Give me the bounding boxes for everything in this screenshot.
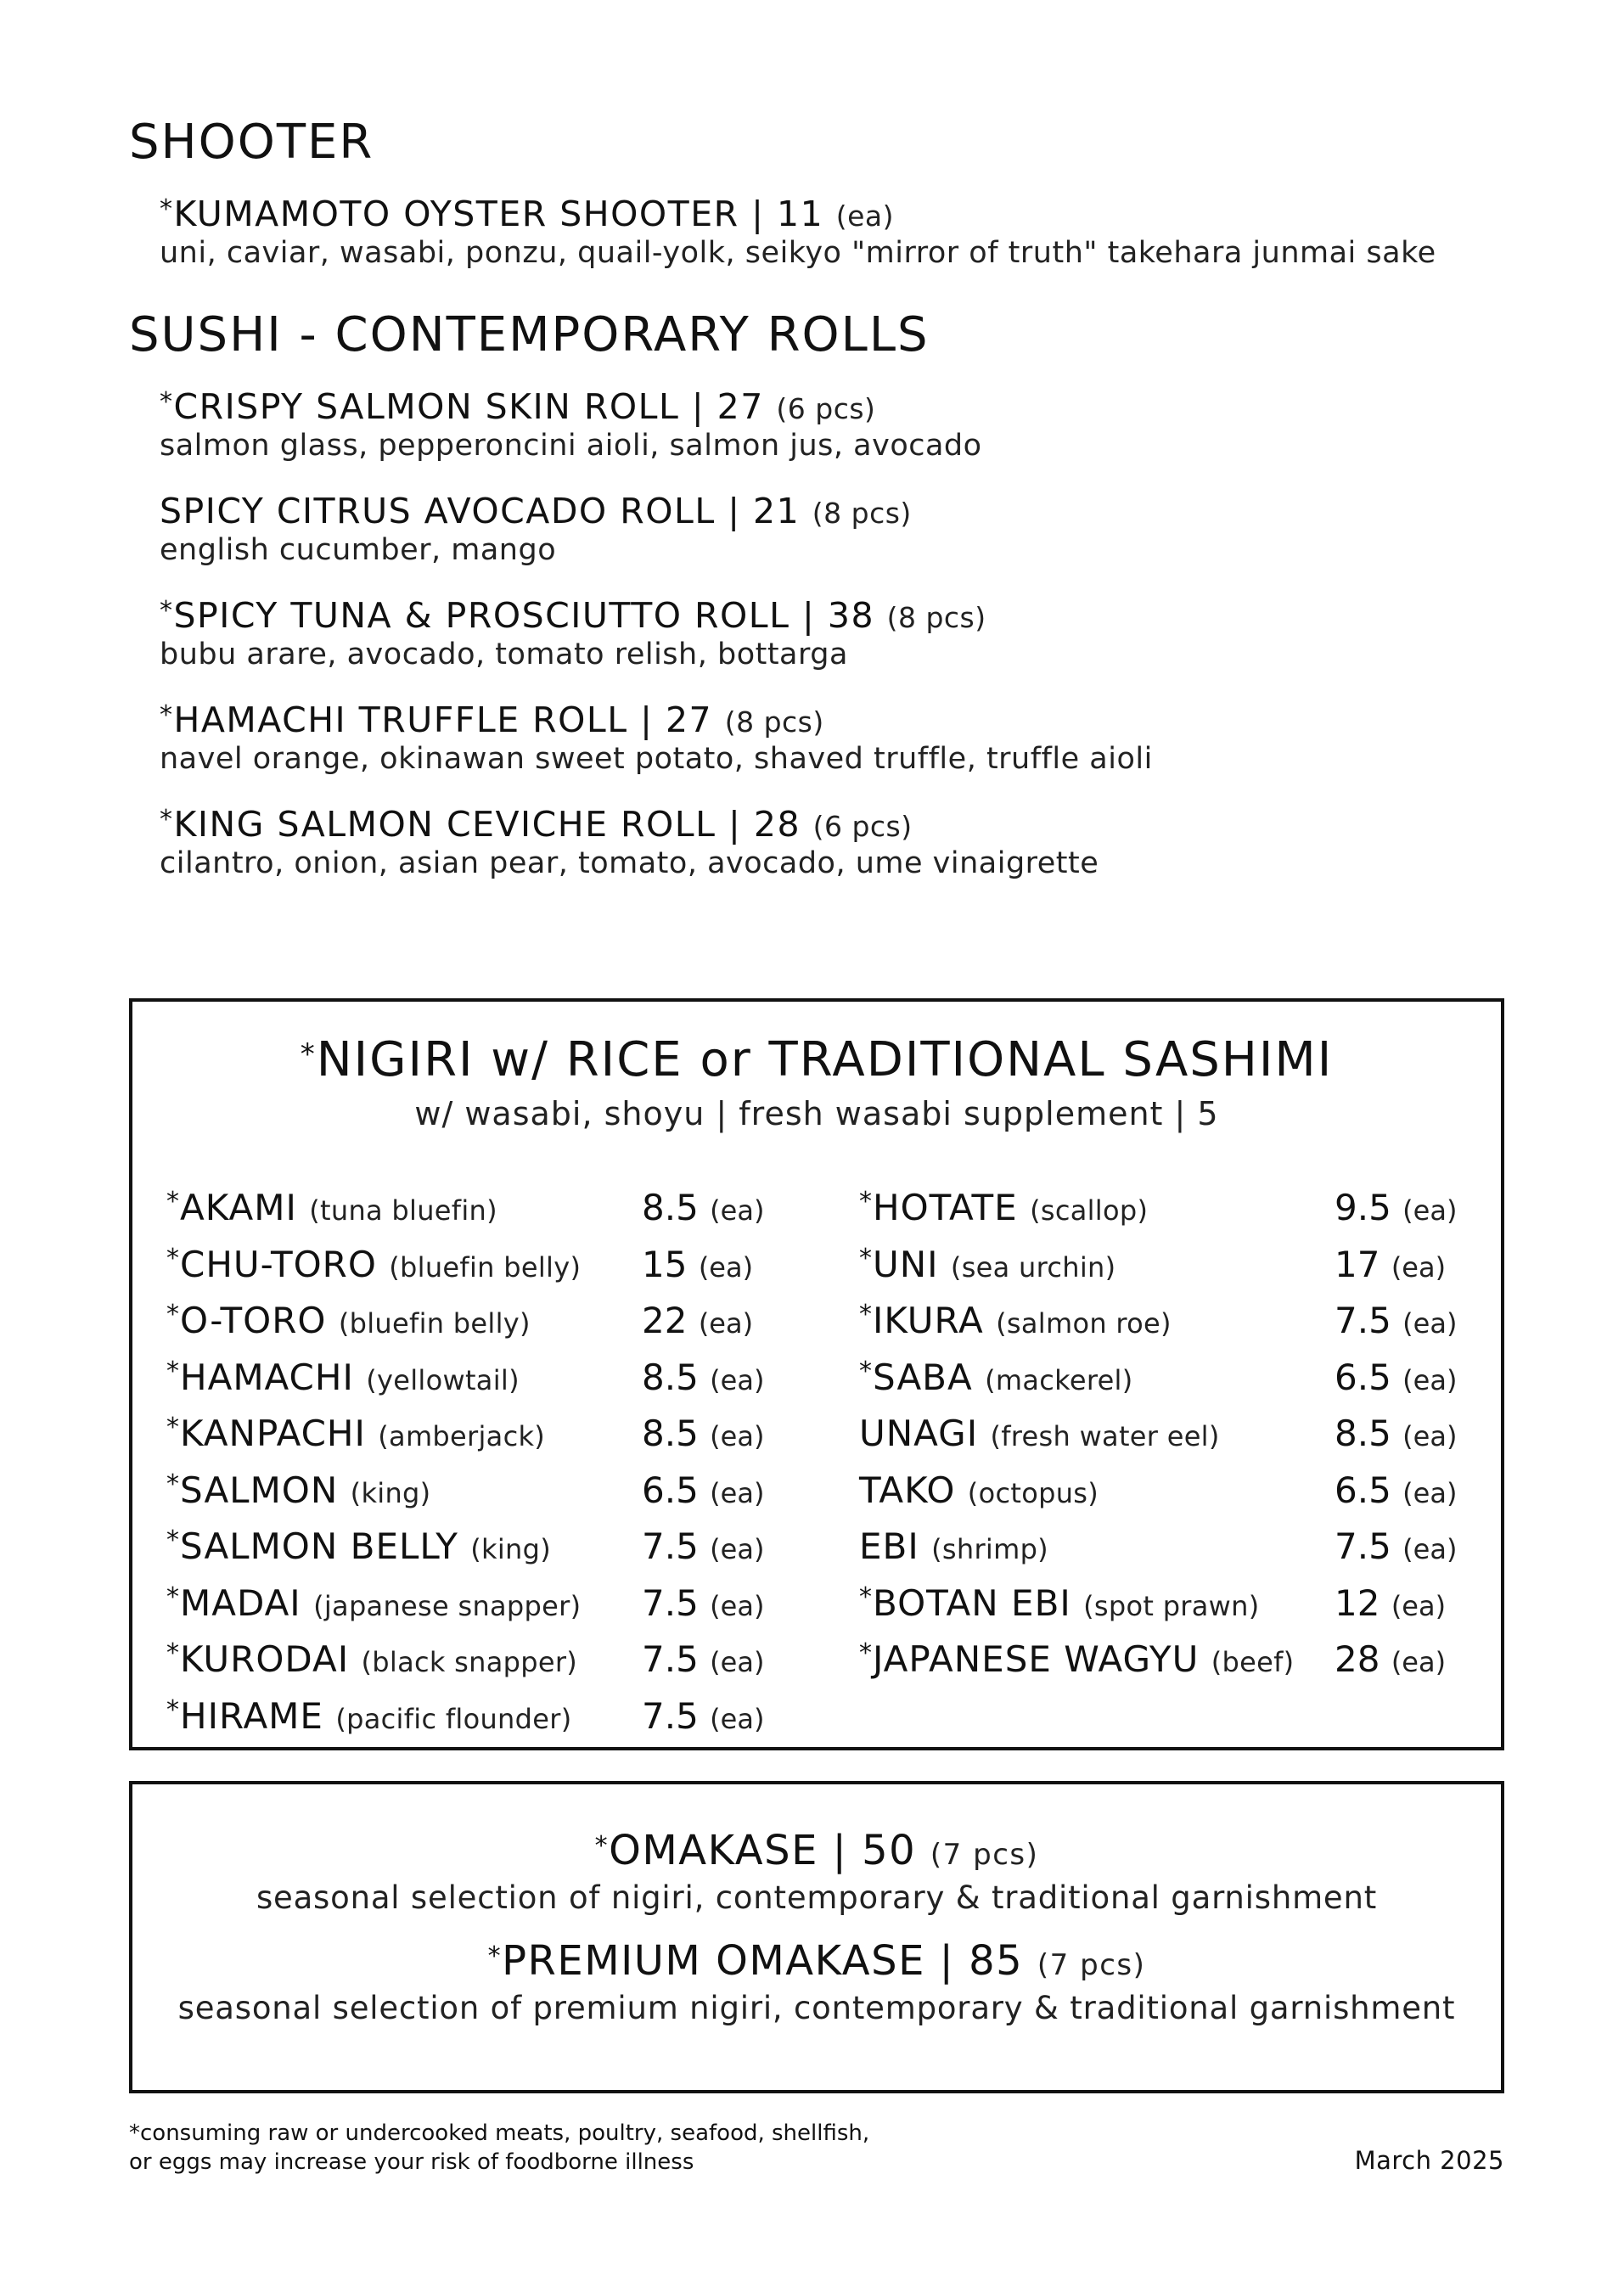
raw-warning-marker: *	[166, 1187, 180, 1216]
raw-warning-marker: *	[859, 1581, 873, 1612]
item-quantity: (8 pcs)	[886, 600, 986, 634]
nigiri-unit: (ea)	[710, 1363, 765, 1396]
nigiri-price: 8.5	[1335, 1413, 1391, 1454]
nigiri-unit: (ea)	[710, 1420, 765, 1452]
menu-item-kumamoto-oyster-shooter	[160, 194, 1504, 272]
nigiri-row	[166, 1357, 778, 1413]
nigiri-unit: (ea)	[1402, 1363, 1458, 1396]
nigiri-description: (king)	[350, 1476, 431, 1509]
nigiri-unit: (ea)	[1391, 1589, 1447, 1622]
section-title-shooter: SHOOTER	[129, 115, 374, 170]
menu-date: March 2025	[1354, 2146, 1504, 2175]
item-description: uni, caviar, wasabi, ponzu, quail-yolk, seikyo "mirror of truth" takehara junmai sake	[160, 236, 1436, 271]
nigiri-row	[859, 1582, 1470, 1639]
raw-warning-marker: *	[859, 1638, 873, 1668]
raw-warning-marker: *	[166, 1694, 180, 1725]
nigiri-unit: (ea)	[710, 1533, 765, 1565]
nigiri-description: (scallop)	[1030, 1194, 1149, 1227]
menu-page	[129, 115, 1504, 883]
nigiri-description: (king)	[470, 1533, 552, 1565]
raw-warning-marker: *	[160, 595, 174, 626]
item-quantity: (6 pcs)	[812, 809, 913, 843]
raw-warning-marker: *	[166, 1356, 180, 1386]
nigiri-price: 17	[1335, 1243, 1380, 1285]
nigiri-row	[859, 1469, 1470, 1526]
nigiri-price: 8.5	[642, 1356, 699, 1398]
nigiri-name: HAMACHI	[180, 1356, 354, 1398]
nigiri-price: 8.5	[642, 1187, 699, 1228]
item-name: KUMAMOTO OYSTER SHOOTER | 11	[173, 194, 824, 234]
nigiri-description: (mackerel)	[985, 1363, 1133, 1396]
nigiri-unit: (ea)	[698, 1250, 754, 1284]
item-description: cilantro, onion, asian pear, tomato, avocado, ume vinaigrette	[160, 845, 1099, 880]
nigiri-price: 7.5	[642, 1525, 699, 1567]
nigiri-row	[166, 1695, 778, 1752]
nigiri-name: UNAGI	[859, 1413, 979, 1454]
nigiri-name: IKURA	[873, 1300, 984, 1341]
item-description: english cucumber, mango	[160, 533, 557, 568]
nigiri-description: (pacific flounder)	[335, 1702, 572, 1735]
raw-warning-marker: *	[166, 1581, 180, 1612]
nigiri-row	[166, 1638, 778, 1695]
nigiri-unit: (ea)	[710, 1702, 765, 1735]
nigiri-name: HIRAME	[180, 1694, 323, 1737]
nigiri-description: (bluefin belly)	[389, 1250, 582, 1284]
raw-warning-marker: *	[859, 1300, 873, 1329]
nigiri-price: 28	[1335, 1638, 1380, 1680]
nigiri-price: 22	[642, 1300, 688, 1341]
nigiri-name: KANPACHI	[180, 1413, 366, 1454]
nigiri-name: SALMON	[180, 1469, 339, 1511]
nigiri-row	[166, 1300, 778, 1357]
nigiri-list-left	[166, 1187, 778, 1751]
nigiri-name: SABA	[873, 1356, 973, 1398]
raw-warning-marker: *	[160, 699, 174, 730]
nigiri-name: O-TORO	[180, 1300, 327, 1341]
nigiri-row	[859, 1300, 1470, 1357]
item-quantity: (8 pcs)	[812, 496, 912, 530]
raw-warning-marker: *	[166, 1638, 180, 1668]
nigiri-row	[166, 1469, 778, 1526]
item-quantity: (6 pcs)	[776, 391, 876, 425]
raw-warning-marker: *	[166, 1300, 180, 1329]
raw-warning-marker: *	[166, 1243, 180, 1273]
nigiri-price: 12	[1335, 1581, 1380, 1624]
omakase-name: PREMIUM OMAKASE | 85	[502, 1936, 1024, 1985]
menu-item-spicy-citrus-avocado-roll	[160, 491, 1504, 570]
nigiri-name: KURODAI	[180, 1638, 350, 1680]
nigiri-price: 9.5	[1335, 1187, 1391, 1228]
nigiri-unit: (ea)	[1391, 1646, 1447, 1678]
nigiri-description: (tuna bluefin)	[309, 1194, 497, 1227]
item-name: HAMACHI TRUFFLE ROLL | 27	[173, 699, 713, 740]
nigiri-unit: (ea)	[710, 1476, 765, 1509]
item-description: bubu arare, avocado, tomato relish, bottarga	[160, 638, 848, 671]
menu-item-crispy-salmon-skin-roll	[160, 386, 1504, 465]
nigiri-unit: (ea)	[1402, 1476, 1458, 1509]
nigiri-description: (shrimp)	[931, 1533, 1048, 1565]
omakase-box	[129, 1781, 1504, 2093]
nigiri-row	[859, 1638, 1470, 1695]
premium-omakase-item	[132, 1937, 1501, 2027]
nigiri-name: EBI	[859, 1525, 919, 1567]
raw-warning-marker: *	[300, 1037, 317, 1071]
nigiri-unit: (ea)	[710, 1194, 765, 1227]
section-title-rolls: SUSHI - CONTEMPORARY ROLLS	[129, 306, 930, 362]
nigiri-subtitle: w/ wasabi, shoyu | fresh wasabi supplement | 5	[414, 1094, 1219, 1132]
nigiri-row	[166, 1244, 778, 1300]
item-quantity: (8 pcs)	[724, 705, 824, 739]
menu-item-spicy-tuna-prosciutto-roll	[160, 595, 1504, 674]
nigiri-name: UNI	[873, 1243, 939, 1285]
nigiri-row	[859, 1187, 1470, 1244]
nigiri-description: (yellowtail)	[366, 1363, 520, 1396]
nigiri-price: 6.5	[642, 1469, 699, 1511]
item-name: SPICY TUNA & PROSCIUTTO ROLL | 38	[173, 594, 875, 636]
raw-warning-marker: *	[859, 1187, 873, 1216]
nigiri-description: (amberjack)	[378, 1420, 546, 1452]
raw-warning-marker: *	[594, 1831, 610, 1861]
raw-warning-marker: *	[160, 386, 174, 417]
raw-warning-marker: *	[166, 1413, 180, 1442]
raw-warning-marker: *	[160, 804, 174, 834]
omakase-description: seasonal selection of nigiri, contemporary & traditional garnishment	[256, 1879, 1378, 1916]
omakase-quantity: (7 pcs)	[1037, 1947, 1146, 1982]
nigiri-description: (octopus)	[967, 1476, 1099, 1509]
nigiri-row	[859, 1525, 1470, 1582]
nigiri-description: (japanese snapper)	[313, 1589, 582, 1622]
raw-warning-marker: *	[166, 1525, 180, 1555]
nigiri-price: 15	[642, 1243, 688, 1285]
raw-warning-marker: *	[166, 1469, 180, 1499]
omakase-item	[132, 1827, 1501, 1917]
omakase-quantity: (7 pcs)	[930, 1838, 1039, 1872]
nigiri-name: AKAMI	[180, 1187, 297, 1228]
nigiri-price: 7.5	[642, 1694, 699, 1737]
item-description: salmon glass, pepperoncini aioli, salmon jus, avocado	[160, 429, 982, 463]
nigiri-unit: (ea)	[1402, 1533, 1458, 1565]
item-name: SPICY CITRUS AVOCADO ROLL | 21	[160, 490, 801, 531]
nigiri-price: 7.5	[642, 1581, 699, 1624]
nigiri-name: TAKO	[859, 1469, 956, 1511]
omakase-description: seasonal selection of premium nigiri, contemporary & traditional garnishment	[177, 1989, 1456, 2026]
nigiri-price: 6.5	[1335, 1356, 1391, 1398]
nigiri-name: MADAI	[180, 1581, 301, 1624]
menu-item-king-salmon-ceviche-roll	[160, 804, 1504, 883]
item-description: navel orange, okinawan sweet potato, shaved truffle, truffle aioli	[160, 741, 1153, 776]
nigiri-description: (bluefin belly)	[338, 1307, 531, 1340]
nigiri-price: 7.5	[1335, 1300, 1391, 1341]
nigiri-price: 7.5	[642, 1638, 699, 1680]
nigiri-description: (fresh water eel)	[990, 1420, 1220, 1452]
nigiri-unit: (ea)	[1402, 1194, 1458, 1227]
nigiri-unit: (ea)	[710, 1646, 765, 1678]
nigiri-name: HOTATE	[873, 1187, 1018, 1228]
nigiri-price: 7.5	[1335, 1525, 1391, 1567]
nigiri-row	[166, 1413, 778, 1469]
item-quantity: (ea)	[835, 199, 894, 233]
nigiri-unit: (ea)	[1402, 1420, 1458, 1452]
nigiri-row	[859, 1244, 1470, 1300]
nigiri-description: (black snapper)	[361, 1646, 578, 1678]
item-name: CRISPY SALMON SKIN ROLL | 27	[173, 385, 764, 427]
nigiri-description: (sea urchin)	[950, 1250, 1116, 1284]
nigiri-unit: (ea)	[1402, 1307, 1458, 1340]
nigiri-title: *NIGIRI w/ RICE or TRADITIONAL SASHIMI	[300, 1032, 1334, 1087]
raw-warning-marker: *	[859, 1243, 873, 1273]
nigiri-unit: (ea)	[1391, 1250, 1447, 1284]
nigiri-description: (beef)	[1211, 1646, 1295, 1678]
omakase-name: OMAKASE | 50	[609, 1827, 917, 1874]
health-disclaimer: *consuming raw or undercooked meats, poultry, seafood, shellfish, or eggs may increase your risk of foodborne illness	[129, 2121, 870, 2176]
raw-warning-marker: *	[160, 194, 174, 224]
nigiri-name: JAPANESE WAGYU	[873, 1638, 1200, 1680]
item-name: KING SALMON CEVICHE ROLL | 28	[173, 803, 801, 845]
nigiri-row	[859, 1357, 1470, 1413]
raw-warning-marker: *	[859, 1356, 873, 1386]
nigiri-name: CHU-TORO	[180, 1243, 377, 1285]
nigiri-description: (spot prawn)	[1083, 1589, 1260, 1622]
nigiri-price: 8.5	[642, 1413, 699, 1454]
nigiri-row	[166, 1582, 778, 1639]
nigiri-description: (salmon roe)	[996, 1307, 1172, 1340]
nigiri-unit: (ea)	[698, 1307, 754, 1340]
nigiri-price: 6.5	[1335, 1469, 1391, 1511]
nigiri-unit: (ea)	[710, 1589, 765, 1622]
nigiri-box	[129, 998, 1504, 1750]
nigiri-row	[859, 1413, 1470, 1469]
raw-warning-marker: *	[487, 1941, 503, 1971]
nigiri-list-right	[859, 1187, 1470, 1695]
menu-item-hamachi-truffle-roll	[160, 699, 1504, 778]
nigiri-name: SALMON BELLY	[180, 1525, 458, 1567]
nigiri-row	[166, 1187, 778, 1244]
nigiri-row	[166, 1525, 778, 1582]
nigiri-name: BOTAN EBI	[873, 1581, 1071, 1624]
